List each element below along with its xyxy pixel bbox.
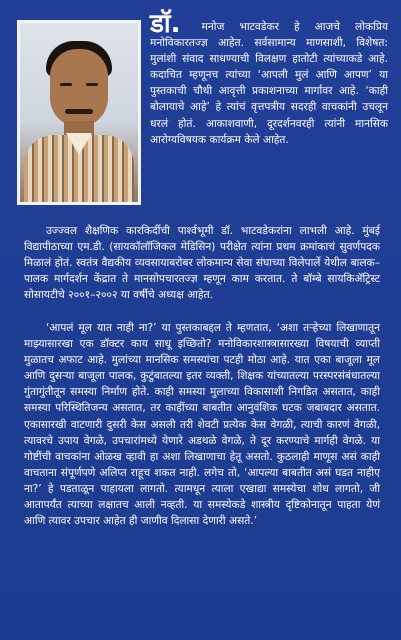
author-intro: [150, 9, 388, 148]
photo-right-eye: [86, 83, 98, 86]
photo-left-eye: [60, 83, 72, 86]
photo-face: [50, 49, 108, 127]
book-quote-paragraph: ‘आपलं मूल यात नाही ना?’ या पुस्तकाबद्दल ते म्हणतात, ‘अशा तऱ्हेच्या लिखाणातून माझ्यासारखा एक डॉक्टर काय साधू इच्छितो? मनोविकारशास्त्रासारख्या विषयाची व्याप्ती मुळातच अफाट आहे. मुलांच्या मानसिक समस्यांचा पटही मोठा आहे. यात एका बाजूला मूल आणि दुसऱ्या बाजूला पालक, कुटुंबातल्या इतर व्यक्ती, शिक्षक यांच्यातल्या परस्परसंबंधातल्या गुंतागुंतीतून समस्या निर्माण होते. काही समस्या मुलाच्या विकासाशी निगडित असतात, काही समस्या परिस्थितिजन्य असतात, तर काहींच्या बाबतीत आनुवंशिक घटक जबाबदार असतात. एकासारखी वाटणारी दुसरी केस असली तरी शेवटी प्रत्येक केस वेगळी, त्याची कारणं वेगळी, त्यावरचे उपाय वेगळे, उपचारांमध्ये येणारे अडथळे वेगळे, ते दूर करण्याचे मार्गही वेगळे. या गोष्टींची वाचकांना ओळख व्हावी हा अशा लिखाणाचा हेतू असतो. कुठलाही माणूस असं काही वाचताना संपूर्णपणे अलिप्त राहूच शकत नाही. लगेच तो, ‘आपल्या बाबतीत असं घडत नाहीए ना?’ हे पडताळून पाहायला लागतो. त्यामधून त्याला एखाद्या समस्येचा शोध लागतो, जी आतापर्यंत त्याच्या लक्षातच आली नव्हती. या समस्येकडे शास्त्रीय दृष्टिकोनातून पाहता येणं आणि त्यावर उपचार आहेत ही जाणीव दिलासा देणारी असते.’: [24, 322, 380, 528]
author-intro-text: मनोज भाटवडेकर हे आजचे लोकप्रिय मनोविकारतज्ज्ञ आहेत. सर्वसामान्य माणसाशी, विशेषत: मुलांशी संवाद साधण्याची विलक्षण हातोटी त्यांच्याकडे आहे. कदाचित म्हणूनच त्यांच्या ‘आपली मुलं आणि आपण’ या पुस्तकाची चौथी आवृत्ती प्रकाशनाच्या मार्गावर आहे. ‘काही बोलायाचे आहे’ हे त्यांचं वृत्तपत्रीय सदरही वाचकांनी उचलून धरलं होतं. आकाशवाणी, दूरदर्शनवरही त्यांनी मानसिक आरोग्यविषयक कार्यक्रम केले आहेत.: [150, 21, 388, 146]
education-paragraph: उज्ज्वल शैक्षणिक कारकिर्दीची पार्श्वभूमी डॉ. भाटवडेकरांना लाभली आहे. मुंबई विद्यापीठाच्या एम.डी. (सायकॉलॉजिकल मेडिसिन) परीक्षेत त्यांना प्रथम क्रमांकाचं सुवर्णपदक मिळालं होतं. स्वतंत्र वैद्यकीय व्यवसायाबरोबर लोकमान्य सेवा संघाच्या विलेपार्ले येथील बालक–पालक मार्गदर्शन केंद्रात ते मानसोपचारतज्ज्ञ म्हणून काम करतात. ते बॉम्बे सायकिॲट्रिस्ट सोसायटीचे २००१–२००२ या वर्षीचे अध्यक्ष आहेत.: [24, 225, 380, 302]
author-photo-frame: [17, 20, 141, 205]
author-title-dropcap: डॉ.: [150, 9, 181, 39]
photo-mustache: [65, 109, 93, 114]
author-photo: [20, 23, 138, 202]
